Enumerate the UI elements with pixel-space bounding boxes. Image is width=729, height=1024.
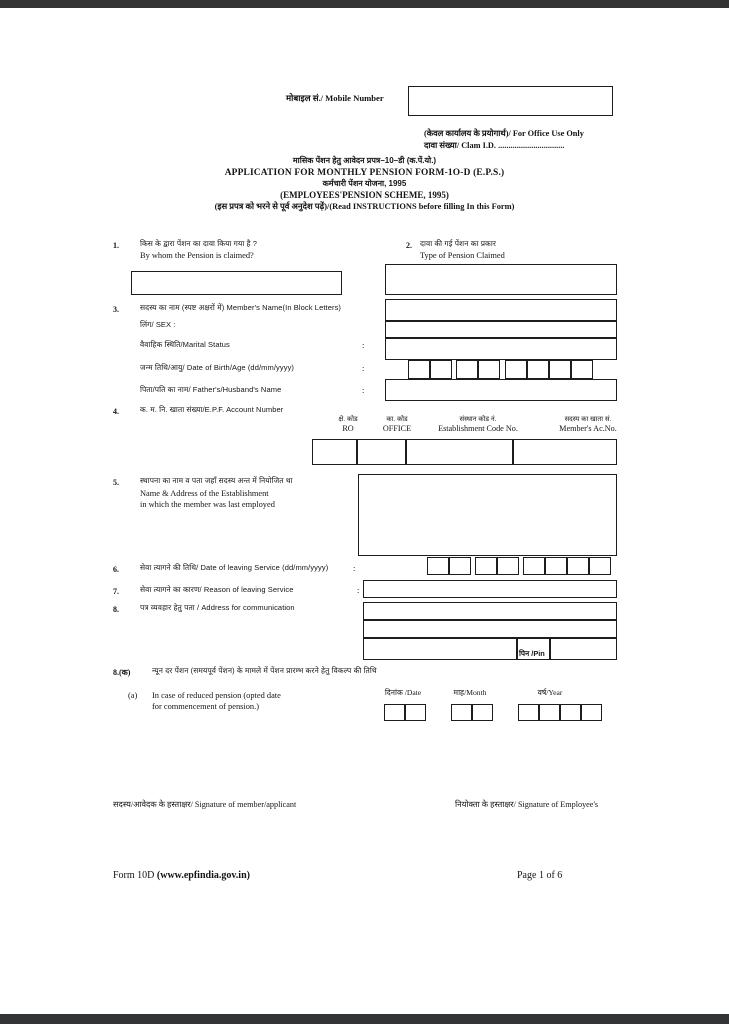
title-line-english-2: (EMPLOYEES'PENSION SCHEME, 1995) — [280, 189, 449, 200]
reduced-day-cell-1[interactable] — [384, 704, 405, 721]
leaving-day-cell-1[interactable] — [427, 557, 449, 575]
title-line-hindi-1: मासिक पेंशन हेतु आवेदन प्रपत्र–10–डी (क.पें.यो.) — [292, 156, 437, 165]
q3-number: 3. — [113, 305, 119, 314]
q6-colon: : — [353, 563, 356, 573]
q8-number: 8. — [113, 605, 119, 614]
q1-label-hindi: किस के द्वारा पेंशन का दावा किया गया है ? — [140, 239, 258, 248]
q7-label: सेवा त्यागने का कारण/ Reason of leaving Service — [140, 585, 294, 594]
q4-label: क. म. नि. खाता संख्या/E.P.F. Account Number — [140, 405, 284, 414]
q4-col-head-establishment-english: Establishment Code No. — [438, 424, 518, 434]
q8-label: पत्र व्यवहार हेतु पता / Address for communication — [140, 603, 295, 612]
dob-year-cell-3[interactable] — [549, 360, 571, 379]
q1-number: 1. — [113, 241, 119, 250]
footer-form-code-text: Form 10D — [113, 870, 155, 881]
q5-label-hindi: स्थापना का नाम व पता जहाँ सदस्य अन्त में नियोजित था — [140, 476, 293, 485]
q6-label: सेवा त्यागने की तिथि/ Date of leaving Service (dd/mm/yyyy) — [140, 563, 329, 572]
q3c-colon: : — [362, 340, 365, 350]
q3e-label: पिता/पति का नाम/ Father's/Husband's Name — [140, 385, 282, 394]
reduced-year-cell-3[interactable] — [560, 704, 581, 721]
q8-address-line-1[interactable] — [363, 602, 617, 620]
q8a-month-group-label: माह/Month — [453, 688, 487, 697]
epf-office-code-field[interactable] — [357, 439, 406, 465]
q3e-colon: : — [362, 385, 365, 395]
leaving-year-cell-2[interactable] — [545, 557, 567, 575]
q4-col-head-ro-hindi: क्षे. कोड — [338, 416, 358, 423]
q8a-number: 8.(क) — [113, 668, 131, 677]
q4-col-head-ro-english: RO — [342, 424, 354, 434]
leaving-year-cell-4[interactable] — [589, 557, 611, 575]
q5-label-english-1: Name & Address of the Establishment — [140, 489, 269, 498]
q5-number: 5. — [113, 478, 119, 487]
q8a-label-english-2: for commencement of pension.) — [152, 702, 259, 711]
leaving-year-cell-1[interactable] — [523, 557, 545, 575]
reduced-month-cell-2[interactable] — [472, 704, 493, 721]
dob-year-cell-2[interactable] — [527, 360, 549, 379]
q7-number: 7. — [113, 587, 119, 596]
epf-ro-code-field[interactable] — [312, 439, 357, 465]
reduced-year-cell-2[interactable] — [539, 704, 560, 721]
q3b-sex-field[interactable] — [385, 321, 617, 338]
q3c-marital-status-field[interactable] — [385, 338, 617, 360]
q4-col-head-establishment — [423, 416, 533, 435]
epf-member-account-field[interactable] — [513, 439, 617, 465]
claim-id-label: दावा संख्या/ Clam I.D. ................................ — [424, 141, 565, 150]
q7-colon: : — [357, 585, 360, 595]
leaving-month-cell-2[interactable] — [497, 557, 519, 575]
q4-col-head-member-ac — [533, 416, 643, 435]
signature-member-label: सदस्य/आवेदक के हस्ताक्षर/ Signature of member/applicant — [113, 800, 297, 809]
q2-answer-field[interactable] — [385, 264, 617, 295]
leaving-month-cell-1[interactable] — [475, 557, 497, 575]
mobile-number-label: मोबाइल सं./ Mobile Number — [286, 93, 384, 103]
footer-form-code — [113, 870, 250, 881]
q8a-date-group-label: दिनांक /Date — [384, 688, 422, 697]
office-use-label: (केवल कार्यालय के प्रयोगार्थ)/ For Office Use Only — [424, 129, 584, 138]
reduced-month-cell-1[interactable] — [451, 704, 472, 721]
q6-number: 6. — [113, 565, 119, 574]
q7-reason-field[interactable] — [363, 580, 617, 598]
title-line-english-1: APPLICATION FOR MONTHLY PENSION FORM-1O-D (E.P.S.) — [224, 167, 505, 178]
q4-col-head-ro — [325, 416, 371, 435]
dob-year-cell-4[interactable] — [571, 360, 593, 379]
scan-edge-top — [0, 0, 729, 8]
dob-month-cell-1[interactable] — [456, 360, 478, 379]
q3d-label: जन्म तिथि/आयु/ Date of Birth/Age (dd/mm/yyyy) — [140, 363, 295, 372]
q8a-year-group-label: वर्ष/Year — [537, 688, 563, 697]
q3d-colon: : — [362, 363, 365, 373]
q1-answer-field[interactable] — [131, 271, 342, 295]
q5-label-english-2: in which the member was last employed — [140, 500, 275, 509]
dob-day-cell-1[interactable] — [408, 360, 430, 379]
title-line-hindi-2: कर्मचारी पेंशन योजना, 1995 — [322, 178, 407, 188]
leaving-year-cell-3[interactable] — [567, 557, 589, 575]
q3a-member-name-field[interactable] — [385, 299, 617, 321]
scan-edge-bottom — [0, 1014, 729, 1024]
reduced-day-cell-2[interactable] — [405, 704, 426, 721]
q2-label-english: Type of Pension Claimed — [420, 251, 505, 260]
q4-col-head-member-ac-hindi: सदस्य का खाता सं. — [564, 416, 612, 423]
q8a-sub-marker: (a) — [128, 691, 138, 700]
reduced-year-cell-1[interactable] — [518, 704, 539, 721]
q8-address-line-2[interactable] — [363, 620, 617, 638]
footer-page-number: Page 1 of 6 — [517, 870, 563, 881]
q3e-father-husband-name-field[interactable] — [385, 379, 617, 401]
reduced-year-cell-4[interactable] — [581, 704, 602, 721]
dob-year-cell-1[interactable] — [505, 360, 527, 379]
q4-col-head-member-ac-english: Member's Ac.No. — [559, 424, 617, 434]
epf-establishment-code-field[interactable] — [406, 439, 513, 465]
pin-label: पिन /Pin — [519, 649, 545, 658]
q2-number: 2. — [406, 241, 412, 250]
q1-label-english: By whom the Pension is claimed? — [140, 251, 254, 260]
q8a-label-english-1: In case of reduced pension (opted date — [152, 691, 281, 700]
q3c-label: वैवाहिक स्थिति/Marital Status — [140, 340, 230, 349]
mobile-number-field[interactable] — [408, 86, 613, 116]
q4-number: 4. — [113, 407, 119, 416]
q4-col-head-office — [371, 416, 423, 435]
q2-label-hindi: दावा की गई पेंशन का प्रकार — [420, 239, 497, 248]
q8a-label-hindi: न्यून दर पेंशन (समयपूर्व पेंशन) के मामले में पेंशन प्रारम्भ करने हेतु विकल्प की तिथि — [152, 666, 377, 675]
q5-establishment-address-field[interactable] — [358, 474, 617, 556]
q4-col-head-office-english: OFFICE — [382, 424, 412, 434]
instructions-note: (इस प्रपत्र को भरने से पूर्व अनुदेश पढ़ें)/(Read INSTRUCTIONS before filling In this Form) — [214, 202, 515, 212]
form-title-block — [0, 156, 729, 212]
leaving-day-cell-2[interactable] — [449, 557, 471, 575]
footer-website: (www.epfindia.gov.in) — [156, 870, 250, 881]
dob-month-cell-2[interactable] — [478, 360, 500, 379]
q4-col-head-establishment-hindi: संस्थान कोड नं. — [459, 416, 497, 423]
q3a-label: सदस्य का नाम (स्पष्ट अक्षरों में) Member's Name(In Block Letters) — [140, 303, 342, 312]
q3b-label: लिंग/ SEX : — [140, 320, 176, 329]
dob-day-cell-2[interactable] — [430, 360, 452, 379]
q8-pin-code-field[interactable] — [550, 638, 617, 660]
signature-employer-label: नियोक्ता के हस्ताक्षर/ Signature of Employee's — [455, 800, 599, 809]
q8-address-line-3[interactable] — [363, 638, 517, 660]
q4-col-head-office-hindi: का. कोड — [386, 416, 408, 423]
form-page — [0, 8, 729, 1014]
